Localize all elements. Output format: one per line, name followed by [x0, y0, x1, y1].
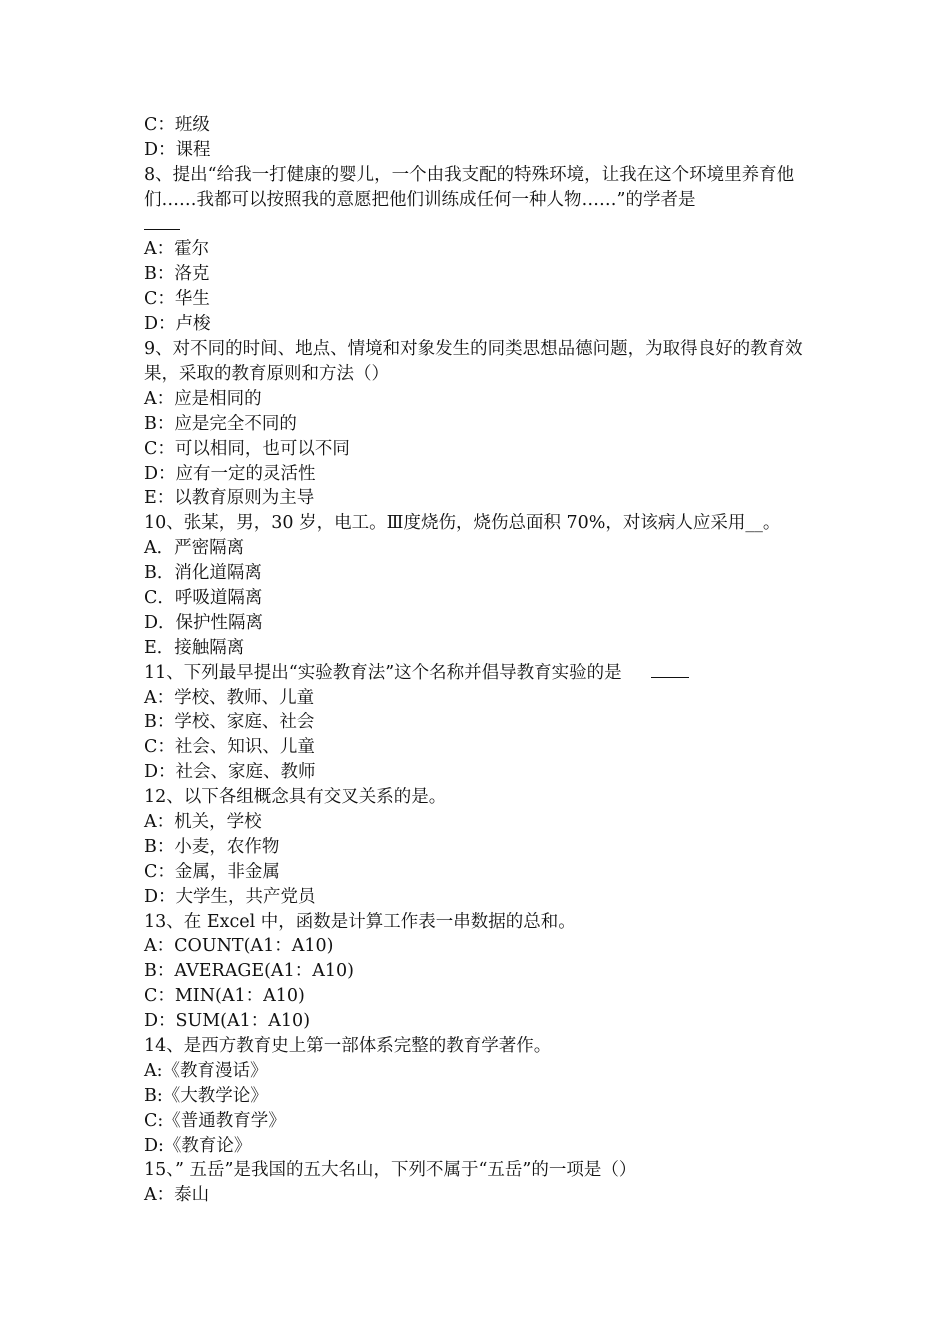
option-c-q14: C:《普通教育学》: [144, 1110, 286, 1131]
question-12: 12、以下各组概念具有交叉关系的是。: [144, 787, 447, 808]
option-a-q10: A．严密隔离: [144, 538, 245, 559]
option-c-q10: C．呼吸道隔离: [144, 587, 263, 608]
option-d-q12: D：大学生，共产党员: [144, 886, 316, 907]
question-11-text: 11、下列最早提出“实验教育法”这个名称并倡导教育实验的是: [144, 662, 622, 683]
option-d-q7: D：课程: [144, 139, 211, 160]
option-d-q9: D：应有一定的灵活性: [144, 463, 316, 484]
underline-blank: [144, 213, 180, 230]
option-c-q7: C：班级: [144, 115, 210, 135]
option-a-q8: A：霍尔: [144, 239, 210, 260]
option-c-q8: C：华生: [144, 289, 210, 310]
option-d-q8: D：卢梭: [144, 314, 211, 335]
question-8: 8、提出“给我一打健康的婴儿，一个由我支配的特殊环境，让我在这个环境里养育他们……我都可以按照我的意愿把他们训练成任何一种人物……”的学者是: [144, 164, 795, 210]
question-15: 15、” 五岳”是我国的五大名山，下列不属于“五岳”的一项是（）: [144, 1160, 637, 1181]
option-c-q9: C：可以相同，也可以不同: [144, 438, 350, 459]
option-c-q12: C：金属，非金属: [144, 861, 280, 882]
option-a-q11: A：学校、教师、儿童: [144, 687, 315, 708]
option-b-q10: B．消化道隔离: [144, 563, 262, 584]
option-b-q13: B：AVERAGE(A1：A10): [144, 961, 354, 982]
option-b-q12: B：小麦，农作物: [144, 836, 280, 857]
option-b-q14: B:《大教学论》: [144, 1085, 268, 1106]
option-a-q13: A：COUNT(A1：A10): [144, 936, 334, 957]
answer-blank-q8: [144, 213, 814, 238]
option-d-q14: D:《教育论》: [144, 1135, 252, 1156]
question-9: 9、对不同的时间、地点、情境和对象发生的同类思想品德问题，为取得良好的教育效果，采取的教育原则和方法（）: [144, 339, 803, 384]
option-c-q13: C：MIN(A1：A10): [144, 986, 305, 1007]
option-e-q10: E．接触隔离: [144, 637, 245, 658]
option-d-q10: D．保护性隔离: [144, 612, 264, 633]
option-a-q14: A:《教育漫话》: [144, 1060, 268, 1081]
option-a-q12: A：机关，学校: [144, 812, 262, 832]
option-c-q11: C：社会、知识、儿童: [144, 737, 315, 758]
question-14: 14、是西方教育史上第一部体系完整的教育学著作。: [144, 1036, 552, 1057]
option-d-q13: D：SUM(A1：A10): [144, 1011, 311, 1032]
exam-questions: [144, 113, 814, 1208]
option-a-q9: A：应是相同的: [144, 388, 262, 409]
option-b-q8: B：洛克: [144, 264, 210, 285]
option-b-q11: B：学校、家庭、社会: [144, 712, 315, 733]
option-e-q9: E：以教育原则为主导: [144, 488, 315, 509]
question-13: 13、在 Excel 中，函数是计算工作表一串数据的总和。: [144, 911, 576, 932]
option-a-q15: A：泰山: [144, 1185, 210, 1206]
option-b-q9: B：应是完全不同的: [144, 413, 297, 434]
underline-blank: [651, 661, 689, 678]
option-d-q11: D：社会、家庭、教师: [144, 762, 316, 783]
question-11: [144, 661, 814, 686]
question-10: 10、张某，男，30 岁，电工。Ⅲ度烧伤，烧伤总面积 70%，对该病人应采用__。: [144, 513, 781, 534]
